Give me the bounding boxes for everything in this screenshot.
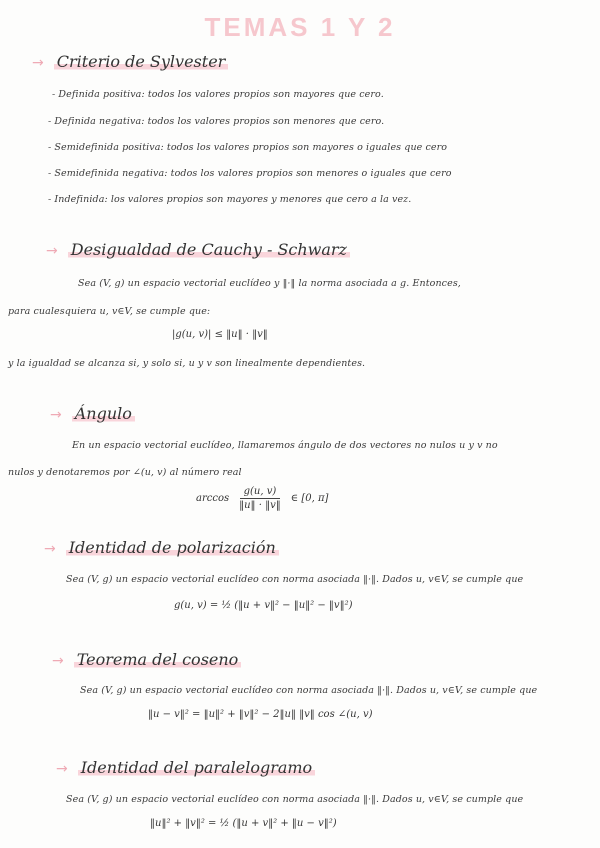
cauchy-line-1: Sea (V, g) un espacio vectorial euclídeo y ‖·‖ la norma asociada a g. Entonces, (78, 278, 461, 289)
heading-text: Desigualdad de Cauchy - Schwarz (68, 240, 350, 259)
arrow-icon: → (50, 407, 62, 423)
sylvester-item: - Indefinida: los valores propios son mayores y menores que cero a la vez. (48, 194, 412, 205)
angulo-formula-suffix: ∈ [0, π] (290, 493, 329, 504)
polarizacion-formula: g(u, v) = ½ (‖u + v‖² − ‖u‖² − ‖v‖²) (174, 600, 353, 611)
page-title: TEMAS 1 Y 2 (204, 12, 396, 42)
fraction-numerator: g(u, v) (240, 486, 281, 499)
heading-text: Teorema del coseno (74, 650, 242, 669)
arrow-icon: → (56, 761, 68, 777)
heading-text: Ángulo (72, 404, 135, 423)
sylvester-item: - Definida negativa: todos los valores propios son menores que cero. (48, 116, 385, 127)
cauchy-formula: |g(u, v)| ≤ ‖u‖ · ‖v‖ (172, 329, 268, 340)
heading-paralelogramo (56, 758, 315, 777)
cauchy-line-3: y la igualdad se alcanza si, y solo si, u y v son linealmente dependientes. (8, 358, 366, 369)
heading-text: Identidad de polarización (66, 538, 279, 557)
arrow-icon: → (32, 55, 44, 71)
heading-sylvester (32, 52, 228, 71)
sylvester-item: - Semidefinida positiva: todos los valores propios son mayores o iguales que cero (48, 142, 448, 153)
sylvester-item: - Semidefinida negativa: todos los valores propios son menores o iguales que cero (48, 168, 452, 179)
paralelogramo-line-1: Sea (V, g) un espacio vectorial euclídeo con norma asociada ‖·‖. Dados u, v∈V, se cumple que (66, 794, 524, 805)
polarizacion-line-1: Sea (V, g) un espacio vectorial euclídeo con norma asociada ‖·‖. Dados u, v∈V, se cumple que (66, 574, 524, 585)
cauchy-line-2: para cualesquiera u, v∈V, se cumple que: (8, 306, 211, 317)
angulo-formula (196, 486, 328, 511)
coseno-line-1: Sea (V, g) un espacio vectorial euclídeo con norma asociada ‖·‖. Dados u, v∈V, se cumple que (80, 685, 538, 696)
angulo-line-2: nulos y denotaremos por ∠(u, v) al número real (8, 467, 242, 478)
heading-angulo (50, 404, 135, 423)
arrow-icon: → (52, 653, 64, 669)
sylvester-item: - Definida positiva: todos los valores propios son mayores que cero. (52, 89, 384, 100)
heading-polarizacion (44, 538, 279, 557)
fraction-denominator: ‖u‖ · ‖v‖ (239, 500, 281, 511)
paralelogramo-formula: ‖u‖² + ‖v‖² = ½ (‖u + v‖² + ‖u − v‖²) (150, 818, 337, 829)
heading-text: Criterio de Sylvester (54, 52, 229, 71)
fraction (235, 486, 285, 511)
coseno-formula: ‖u − v‖² = ‖u‖² + ‖v‖² − 2‖u‖ ‖v‖ cos ∠(u, v) (148, 709, 373, 720)
angulo-line-1: En un espacio vectorial euclídeo, llamaremos ángulo de dos vectores no nulos u y v no (72, 440, 498, 451)
heading-coseno (52, 650, 241, 669)
arrow-icon: → (46, 243, 58, 259)
heading-cauchy-schwarz (46, 240, 350, 259)
angulo-formula-prefix: arccos (196, 493, 230, 504)
arrow-icon: → (44, 541, 56, 557)
heading-text: Identidad del paralelogramo (78, 758, 315, 777)
